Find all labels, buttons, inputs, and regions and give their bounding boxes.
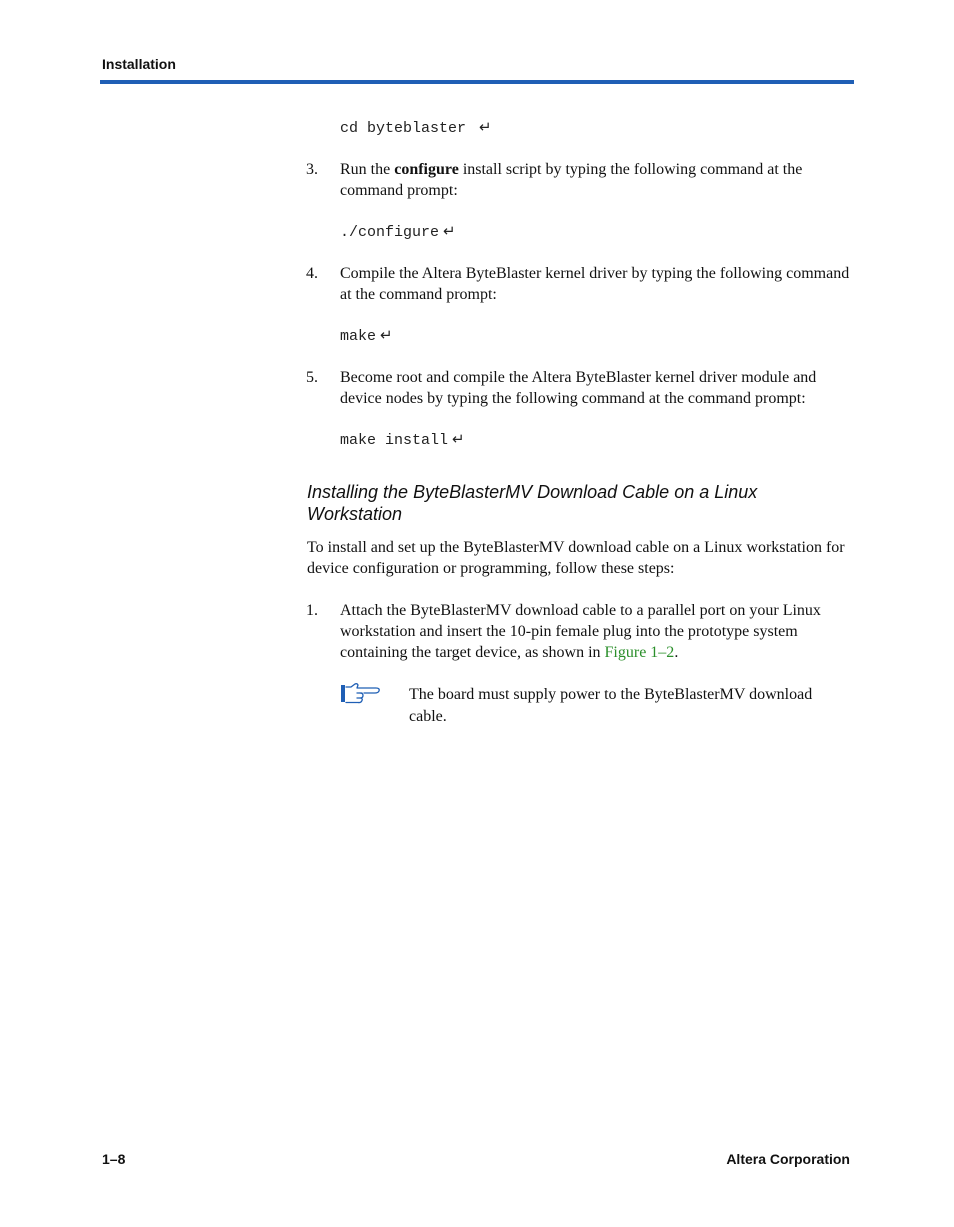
step-text-part: Run the <box>340 161 395 178</box>
figure-link[interactable]: Figure 1–2 <box>604 644 675 661</box>
code-configure <box>340 222 456 241</box>
step-text-part: Attach the ByteBlasterMV download cable to a parallel port on your Linux workstation and insert the 10-pin female plug into the prototype system containing the target device, as shown in <box>340 602 821 661</box>
code-command: make <box>340 328 377 345</box>
step-text <box>340 159 854 201</box>
step-text: Compile the Altera ByteBlaster kernel driver by typing the following command at the command prompt: <box>340 265 850 303</box>
code-command: cd byteblaster <box>340 120 476 137</box>
step-number: 1. <box>306 602 318 619</box>
pointing-hand-icon <box>340 682 382 711</box>
step-4 <box>306 263 854 305</box>
enter-key-icon: ↵ <box>479 118 492 136</box>
header-rule <box>100 80 854 84</box>
footer-company: Altera Corporation <box>726 1151 850 1167</box>
code-make-install <box>340 430 465 449</box>
code-command: make install <box>340 432 449 449</box>
code-command: ./configure <box>340 224 440 241</box>
step-text-part: . <box>674 644 679 661</box>
enter-key-icon: ↵ <box>452 430 465 448</box>
enter-key-icon: ↵ <box>380 326 393 344</box>
enter-key-icon: ↵ <box>443 222 456 240</box>
step-1 <box>306 600 854 663</box>
section-heading: Installing the ByteBlasterMV Download Cable on a Linux Workstation <box>307 482 758 524</box>
code-cd-byteblaster <box>340 118 492 137</box>
step-5 <box>306 367 854 409</box>
step-bold-term: configure <box>394 161 459 178</box>
step-number: 4. <box>306 265 318 282</box>
step-text-part: install script by typing the following command at the command prompt: <box>340 161 803 199</box>
page-number: 1–8 <box>102 1151 126 1167</box>
step-3 <box>306 159 854 201</box>
step-text: Become root and compile the Altera ByteBlaster kernel driver module and device nodes by typing the following command at the command prompt: <box>340 369 817 407</box>
intro-paragraph: To install and set up the ByteBlasterMV download cable on a Linux workstation for device configuration or programming, follow these steps: <box>307 539 845 577</box>
step-number: 3. <box>306 161 318 178</box>
step-text <box>340 600 854 663</box>
code-make <box>340 326 393 345</box>
running-header: Installation <box>102 56 176 72</box>
note-text: The board must supply power to the ByteBlasterMV download cable. <box>409 686 813 725</box>
step-number: 5. <box>306 369 318 386</box>
